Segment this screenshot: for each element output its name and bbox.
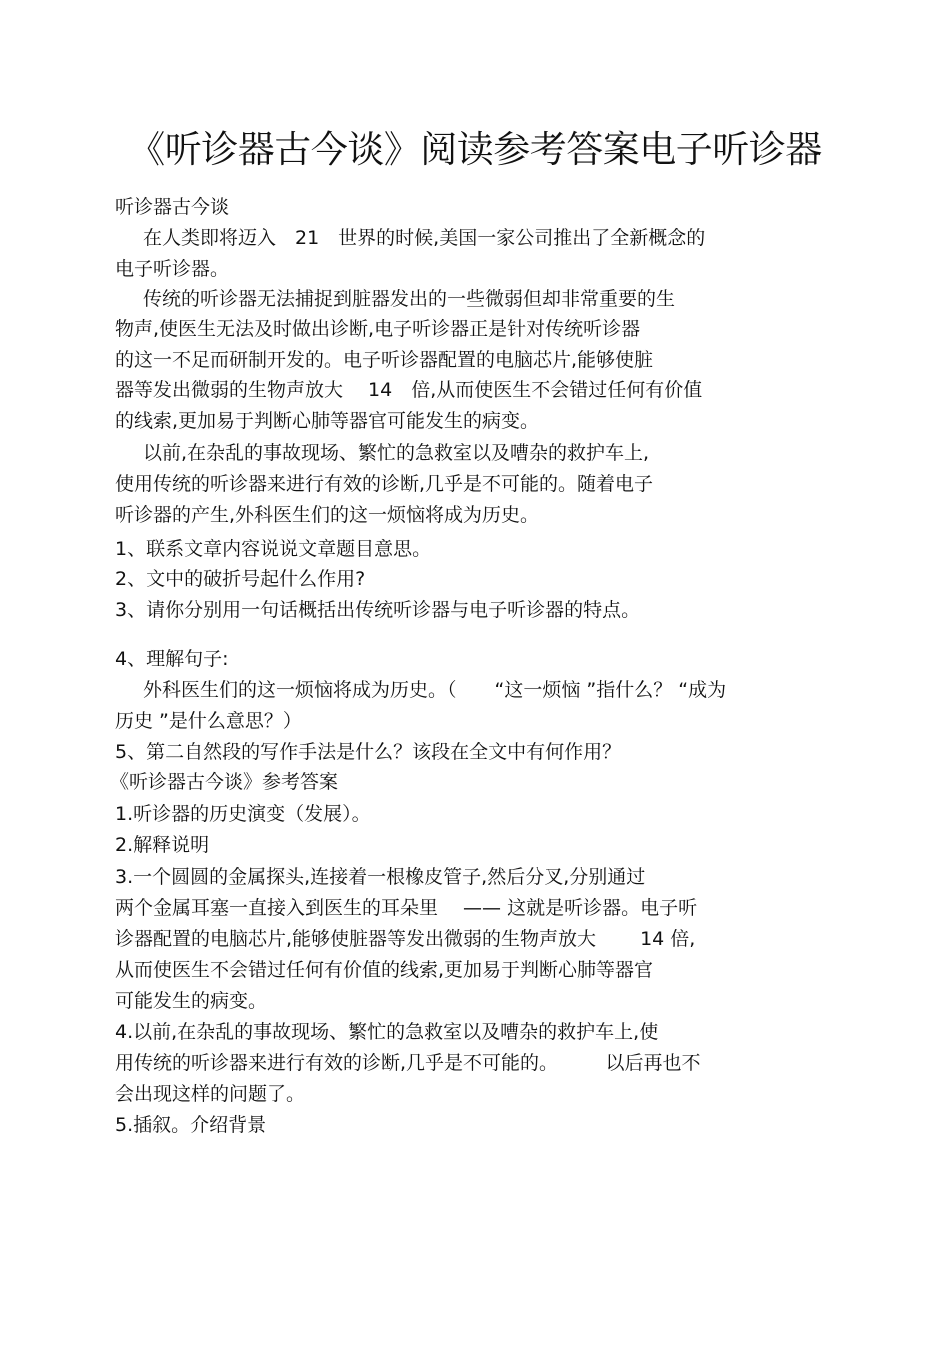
answer-line: 诊器配置的电脑芯片,能够使脏器等发出微弱的生物声放大 14 倍, <box>115 928 696 950</box>
article-line: 器等发出微弱的生物声放大 14 倍,从而使医生不会错过任何有价值 <box>115 379 703 401</box>
question-item: 3、请你分别用一句话概括出传统听诊器与电子听诊器的特点。 <box>115 599 641 621</box>
article-line: 传统的听诊器无法捕捉到脏器发出的一些微弱但却非常重要的生 <box>143 288 676 310</box>
answer-item: 1.听诊器的历史演变（发展）。 <box>115 803 371 825</box>
article-line: 以前,在杂乱的事故现场、繁忙的急救室以及嘈杂的救护车上, <box>143 442 650 464</box>
article-subtitle: 听诊器古今谈 <box>115 196 230 218</box>
question-item: 2、文中的破折号起什么作用? <box>115 568 366 590</box>
article-line: 使用传统的听诊器来进行有效的诊断,几乎是不可能的。随着电子 <box>115 473 654 495</box>
answer-item: 5.插叙。介绍背景 <box>115 1114 267 1136</box>
answer-line: 从而使医生不会错过任何有价值的线索,更加易于判断心肺等器官 <box>115 959 654 981</box>
answer-line: 用传统的听诊器来进行有效的诊断,几乎是不可能的。 以后再也不 <box>115 1052 701 1074</box>
question-quote: 外科医生们的这一烦恼将成为历史。（ “这一烦恼 ”指什么？ “成为 <box>143 679 727 701</box>
article-line: 电子听诊器。 <box>115 258 230 280</box>
answers-heading: 《听诊器古今谈》参考答案 <box>110 771 339 793</box>
page-title: 《听诊器古今谈》阅读参考答案电子听诊器 <box>128 128 822 171</box>
question-quote: 历史 ”是什么意思？） <box>115 710 302 732</box>
answer-item: 4.以前,在杂乱的事故现场、繁忙的急救室以及嘈杂的救护车上,使 <box>115 1021 659 1043</box>
answer-item: 2.解释说明 <box>115 834 210 856</box>
answer-item: 3.一个圆圆的金属探头,连接着一根橡皮管子,然后分叉,分别通过 <box>115 866 646 888</box>
article-line: 听诊器的产生,外科医生们的这一烦恼将成为历史。 <box>115 504 540 526</box>
answer-line: 两个金属耳塞一直接入到医生的耳朵里 —— 这就是听诊器。电子听 <box>115 897 698 919</box>
article-line: 在人类即将迈入 21 世界的时候,美国一家公司推出了全新概念的 <box>143 227 706 249</box>
article-line: 的线索,更加易于判断心肺等器官可能发生的病变。 <box>115 410 540 432</box>
article-line: 物声,使医生无法及时做出诊断,电子听诊器正是针对传统听诊器 <box>115 318 641 340</box>
article-line: 的这一不足而研制开发的。电子听诊器配置的电脑芯片,能够使脏 <box>115 349 654 371</box>
question-item: 4、理解句子: <box>115 648 229 670</box>
question-item: 5、第二自然段的写作手法是什么？该段在全文中有何作用？ <box>115 741 622 763</box>
question-item: 1、联系文章内容说说文章题目意思。 <box>115 538 432 560</box>
answer-line: 可能发生的病变。 <box>115 990 268 1012</box>
answer-line: 会出现这样的问题了。 <box>115 1083 306 1105</box>
